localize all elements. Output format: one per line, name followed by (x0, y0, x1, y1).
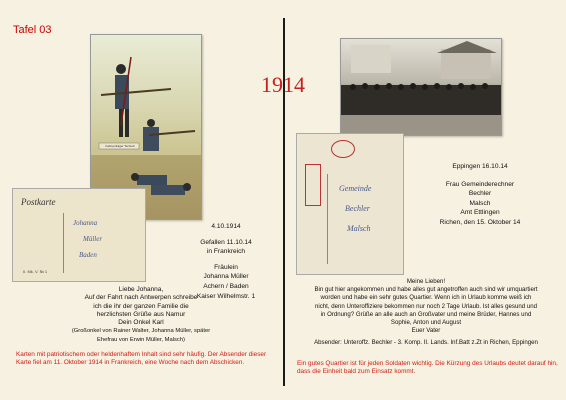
group-photo (340, 38, 502, 136)
right-card-divider (327, 174, 328, 264)
right-addr-1: Frau Gemeinderechner (445, 180, 515, 188)
right-letter-5: in Ordnung? Grüße an alle auch an Großvater und meine Brüder, Hannes und (320, 310, 532, 318)
left-letter-3: ich die ihr der ganzen Familie die (93, 302, 189, 310)
year-title: 1914 (261, 72, 305, 97)
right-addr-3: Malsch (469, 199, 491, 207)
right-letter-6: Sophie, Anton und August (390, 319, 462, 327)
postcard-divider-line (63, 213, 64, 273)
left-date: 4.10.1914 (211, 223, 241, 230)
right-sender: Absender: Unteroffz. Bechler - 3. Komp. II. Lands. Inf.Batt z.Zt in Richen, Eppingen (314, 339, 538, 347)
postcard-back-right (296, 133, 404, 275)
postkarte-heading: Postkarte (21, 197, 56, 207)
left-letter-1: Liebe Johanna, (118, 286, 164, 293)
left-addr-1: Fräulein (214, 263, 238, 271)
group-photo-image (341, 39, 501, 135)
left-note: Karten mit patriotischem oder heldenhaftem Inhalt sind sehr häufig. Der Absender dieser Karte fiel am 11. Oktober 1914 in Frankreich, eine Woche nach dem Abschicken. (16, 351, 267, 367)
right-card-hand-3: Malsch (347, 224, 371, 233)
address-line-3: Baden (79, 251, 97, 259)
left-letter-4: herzlichsten Grüße aus Namur (96, 310, 186, 318)
postcard-front-caption: Fahnenträger Tschudi (105, 144, 135, 148)
right-card-hand-2: Bechler (345, 204, 370, 213)
right-letter-1: Meine Lieben! (406, 278, 446, 285)
right-addr-4: Amt Ettlingen (460, 209, 500, 217)
right-note: Ein gutes Quartier ist für jeden Soldaten wichtig. Die Kürzung des Urlaubs deutet darauf hin, dass die Einheit bald zum Einsatz kommt. (297, 360, 558, 376)
postmark-stamp (331, 140, 355, 158)
left-letter (10, 286, 272, 344)
left-letter-5: Dein Onkel Karl (118, 319, 164, 327)
right-letter-3: worden und habe ein sehr gutes Quartier. Wenn ich in Urlaub komme weiß ich (320, 294, 532, 302)
feldpost-stamp (305, 164, 321, 206)
postcard-back-left (12, 188, 146, 282)
right-letter-4: nicht, denn Unteroffiziere bekommen nur noch 2 Tage Urlaub. Ist alles gesund und (315, 302, 537, 310)
left-addr-4: Kaiser Wilhelmstr. 1 (196, 292, 256, 300)
left-addr-2: Johanna Müller (203, 273, 249, 281)
right-card-hand-1: Gemeinde (339, 184, 372, 193)
left-addr-3: Achern / Baden (203, 282, 249, 290)
address-line-1: Johanna (73, 219, 98, 227)
left-letter-2: Auf der Fahrt nach Antwerpen schreibe (84, 294, 198, 302)
left-letter-6: (Großonkel von Rainer Walter, Johanna Müller, später (71, 328, 211, 335)
right-addr-2: Bechler (468, 190, 492, 198)
tafel-label: Tafel 03 (13, 24, 52, 36)
right-addr-5: Richen, den 15. Oktober 14 (439, 218, 521, 226)
right-letter-7: Euer Vater (411, 327, 441, 335)
left-fallen-place: in Frankreich (206, 248, 246, 256)
postcard-footer: II. Mk. V. № 1 (23, 269, 48, 274)
left-letter-7: Ehefrau von Erwin Müller, Malsch) (97, 336, 185, 343)
right-place-date: Eppingen 16.10.14 (452, 163, 508, 170)
right-letter (292, 278, 560, 348)
left-fallen: Gefallen 11.10.14 (200, 238, 252, 246)
right-info-block (420, 162, 540, 228)
address-line-2: Müller (83, 235, 103, 243)
right-letter-2: Bin gut hier angekommen und habe alles gut angetroffen auch sind wir umquartiert (314, 286, 538, 294)
